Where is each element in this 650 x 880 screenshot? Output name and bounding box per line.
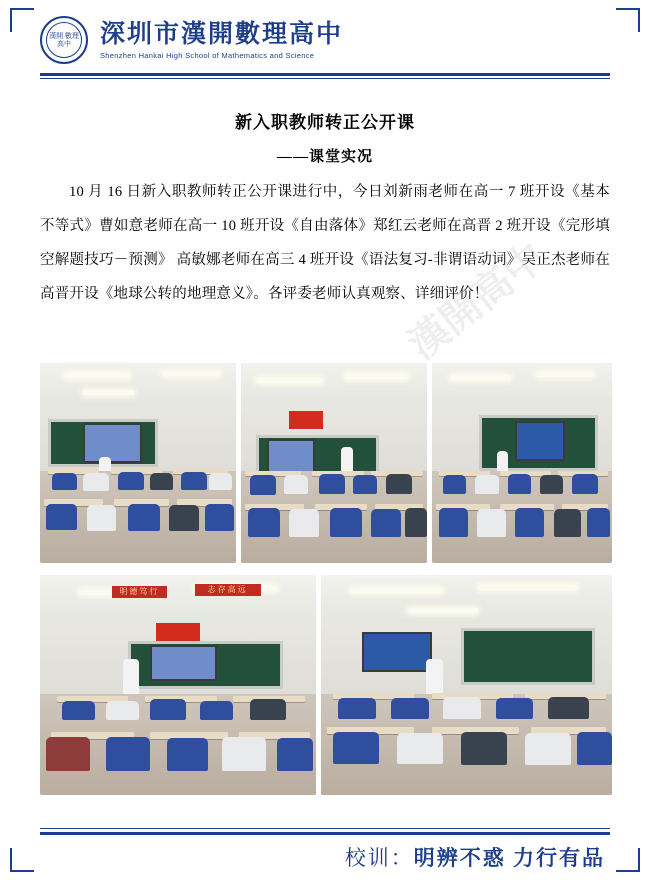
classroom-photo-4 [40, 575, 316, 795]
photo-scene [432, 363, 612, 563]
classroom-banner-right: 志存高远 [195, 584, 261, 596]
photo-scene [40, 363, 236, 563]
school-logo-text: 漢開 數理 高中 [49, 32, 79, 48]
classroom-photo-5 [321, 575, 612, 795]
desks-and-students [321, 674, 612, 795]
desks-and-students [40, 453, 236, 563]
photo-row-bottom [40, 575, 612, 795]
school-name-block [100, 21, 343, 60]
flag-icon [289, 411, 322, 429]
page-title: 新入职教师转正公开课 [235, 113, 415, 132]
header-divider-thick [40, 73, 610, 76]
school-name-en: Shenzhen Hankai High School of Mathematics and Science [100, 50, 315, 60]
watermark-text: 漢開高中 [399, 233, 554, 368]
body-paragraph: 10 月 16 日新入职教师转正公开课进行中，今日刘新雨老师在高一 7 班开设《基本不等式》曹如意老师在高一 10 班开设《自由落体》郑红云老师在高晋 2 班开设《完形填空解题技巧－预测》 高敏娜老师在高三 4 班开设《语法复习-非谓语动词》吴正杰老师在高晋开设《地球公转的地理意义》。各评委老师认真观察、详细评价！ [40, 184, 610, 302]
photo-scene [321, 575, 612, 795]
projector-screen [362, 632, 432, 672]
classroom-photo-1 [40, 363, 236, 563]
flag-icon [156, 623, 200, 641]
photo-row-top [40, 363, 612, 563]
photo-scene [241, 363, 427, 563]
desks-and-students [241, 453, 427, 563]
desks-and-students [432, 453, 612, 563]
header-divider-thin [40, 78, 610, 79]
footer-divider-thin [40, 828, 610, 829]
desks-and-students [40, 674, 316, 795]
photo-scene [40, 575, 316, 795]
corner-mark-bottom-right [616, 848, 640, 872]
classroom-banner-left: 明德笃行 [112, 586, 167, 598]
corner-mark-bottom-left [10, 848, 34, 872]
corner-mark-top-left [10, 8, 34, 32]
school-motto [345, 842, 605, 872]
classroom-photo-2 [241, 363, 427, 563]
school-name-cn: 深圳市漢開數理高中 [100, 20, 344, 48]
corner-mark-top-right [616, 8, 640, 32]
school-logo-icon [40, 16, 88, 64]
document-header [40, 10, 610, 70]
footer-divider-thick [40, 832, 610, 835]
page-subtitle: ——课堂实况 [276, 149, 373, 165]
classroom-photo-3 [432, 363, 612, 563]
school-motto-text: 明辨不惑 力行有品 [413, 846, 605, 870]
school-motto-label: 校训： [344, 846, 414, 870]
